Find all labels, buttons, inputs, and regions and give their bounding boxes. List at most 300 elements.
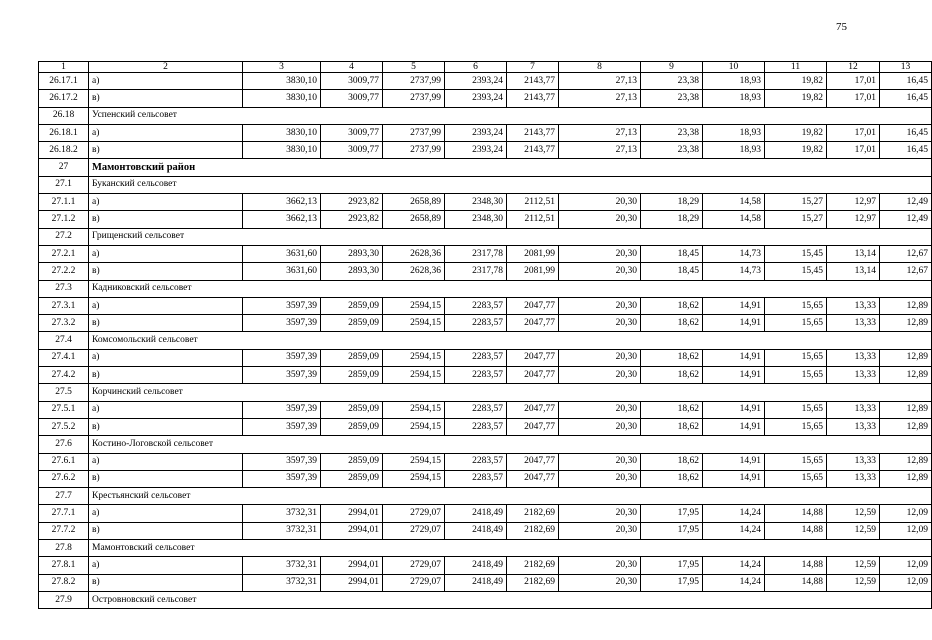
row-code: 27.7.2 bbox=[39, 522, 89, 539]
value-cell: 15,65 bbox=[765, 470, 827, 487]
value-cell: 27,13 bbox=[559, 142, 641, 159]
value-cell: 16,45 bbox=[880, 124, 932, 141]
section-row bbox=[39, 591, 932, 608]
value-cell: 12,89 bbox=[880, 401, 932, 418]
value-cell: 2418,49 bbox=[445, 505, 507, 522]
row-code: 26.18.2 bbox=[39, 142, 89, 159]
value-cell: 14,91 bbox=[703, 315, 765, 332]
value-cell: 23,38 bbox=[641, 142, 703, 159]
row-code: 27.3.2 bbox=[39, 315, 89, 332]
value-cell: 12,97 bbox=[827, 211, 880, 228]
column-number: 3 bbox=[243, 62, 321, 73]
value-cell: 2182,69 bbox=[507, 557, 559, 574]
value-cell: 2893,30 bbox=[321, 245, 383, 262]
value-cell: 14,58 bbox=[703, 211, 765, 228]
table-row bbox=[39, 142, 932, 159]
row-code: 26.17.1 bbox=[39, 73, 89, 90]
value-cell: 3732,31 bbox=[243, 574, 321, 591]
section-row bbox=[39, 228, 932, 245]
value-cell: 2283,57 bbox=[445, 401, 507, 418]
value-cell: 15,65 bbox=[765, 349, 827, 366]
value-cell: 3597,39 bbox=[243, 418, 321, 435]
value-cell: 12,49 bbox=[880, 194, 932, 211]
value-cell: 2923,82 bbox=[321, 211, 383, 228]
table-row bbox=[39, 505, 932, 522]
section-title: Костино-Логовской сельсовет bbox=[89, 436, 932, 453]
section-title: Корчинский сельсовет bbox=[89, 384, 932, 401]
value-cell: 2393,24 bbox=[445, 73, 507, 90]
value-cell: 2594,15 bbox=[383, 367, 445, 384]
value-cell: 27,13 bbox=[559, 90, 641, 107]
value-cell: 13,33 bbox=[827, 297, 880, 314]
value-cell: 27,13 bbox=[559, 124, 641, 141]
value-cell: 17,95 bbox=[641, 505, 703, 522]
section-row bbox=[39, 436, 932, 453]
column-number: 4 bbox=[321, 62, 383, 73]
value-cell: 2893,30 bbox=[321, 263, 383, 280]
row-code: 27.8.1 bbox=[39, 557, 89, 574]
row-code: 26.18.1 bbox=[39, 124, 89, 141]
value-cell: 20,30 bbox=[559, 263, 641, 280]
row-label: а) bbox=[89, 557, 243, 574]
column-number: 8 bbox=[559, 62, 641, 73]
value-cell: 14,91 bbox=[703, 349, 765, 366]
column-number: 1 bbox=[39, 62, 89, 73]
row-label: а) bbox=[89, 505, 243, 522]
value-cell: 13,33 bbox=[827, 349, 880, 366]
value-cell: 2047,77 bbox=[507, 418, 559, 435]
table-row bbox=[39, 349, 932, 366]
value-cell: 17,95 bbox=[641, 522, 703, 539]
value-cell: 17,01 bbox=[827, 73, 880, 90]
value-cell: 14,88 bbox=[765, 574, 827, 591]
value-cell: 2047,77 bbox=[507, 453, 559, 470]
value-cell: 15,65 bbox=[765, 297, 827, 314]
value-cell: 13,33 bbox=[827, 470, 880, 487]
row-label: а) bbox=[89, 453, 243, 470]
value-cell: 2393,24 bbox=[445, 142, 507, 159]
value-cell: 2658,89 bbox=[383, 211, 445, 228]
value-cell: 2859,09 bbox=[321, 418, 383, 435]
value-cell: 2348,30 bbox=[445, 194, 507, 211]
value-cell: 3009,77 bbox=[321, 124, 383, 141]
value-cell: 2737,99 bbox=[383, 124, 445, 141]
section-title: Буканский сельсовет bbox=[89, 176, 932, 193]
value-cell: 13,33 bbox=[827, 367, 880, 384]
value-cell: 18,93 bbox=[703, 90, 765, 107]
value-cell: 2047,77 bbox=[507, 315, 559, 332]
value-cell: 14,73 bbox=[703, 263, 765, 280]
value-cell: 17,95 bbox=[641, 574, 703, 591]
value-cell: 18,45 bbox=[641, 245, 703, 262]
value-cell: 3830,10 bbox=[243, 73, 321, 90]
section-title: Мамонтовский сельсовет bbox=[89, 540, 932, 557]
value-cell: 3597,39 bbox=[243, 297, 321, 314]
row-label: а) bbox=[89, 349, 243, 366]
value-cell: 14,24 bbox=[703, 574, 765, 591]
value-cell: 2047,77 bbox=[507, 297, 559, 314]
value-cell: 2143,77 bbox=[507, 90, 559, 107]
table-row bbox=[39, 470, 932, 487]
value-cell: 20,30 bbox=[559, 245, 641, 262]
table-body bbox=[39, 62, 932, 609]
value-cell: 3597,39 bbox=[243, 401, 321, 418]
value-cell: 20,30 bbox=[559, 297, 641, 314]
value-cell: 2047,77 bbox=[507, 349, 559, 366]
value-cell: 2994,01 bbox=[321, 557, 383, 574]
value-cell: 3597,39 bbox=[243, 367, 321, 384]
column-number: 5 bbox=[383, 62, 445, 73]
value-cell: 15,27 bbox=[765, 194, 827, 211]
row-code: 27.3 bbox=[39, 280, 89, 297]
value-cell: 2594,15 bbox=[383, 349, 445, 366]
row-code: 27.6.2 bbox=[39, 470, 89, 487]
table-row bbox=[39, 124, 932, 141]
column-number: 10 bbox=[703, 62, 765, 73]
value-cell: 2658,89 bbox=[383, 194, 445, 211]
value-cell: 12,09 bbox=[880, 574, 932, 591]
row-label: в) bbox=[89, 211, 243, 228]
value-cell: 13,33 bbox=[827, 401, 880, 418]
value-cell: 2594,15 bbox=[383, 401, 445, 418]
value-cell: 2737,99 bbox=[383, 142, 445, 159]
value-cell: 18,62 bbox=[641, 470, 703, 487]
value-cell: 2047,77 bbox=[507, 401, 559, 418]
value-cell: 2729,07 bbox=[383, 557, 445, 574]
value-cell: 14,91 bbox=[703, 401, 765, 418]
value-cell: 14,91 bbox=[703, 453, 765, 470]
value-cell: 20,30 bbox=[559, 315, 641, 332]
row-code: 27.5.1 bbox=[39, 401, 89, 418]
value-cell: 14,91 bbox=[703, 418, 765, 435]
column-number: 2 bbox=[89, 62, 243, 73]
value-cell: 17,01 bbox=[827, 90, 880, 107]
row-code: 27.4.2 bbox=[39, 367, 89, 384]
value-cell: 20,30 bbox=[559, 367, 641, 384]
row-code: 27.5.2 bbox=[39, 418, 89, 435]
row-code: 27.4.1 bbox=[39, 349, 89, 366]
value-cell: 18,62 bbox=[641, 453, 703, 470]
value-cell: 2594,15 bbox=[383, 418, 445, 435]
column-number: 12 bbox=[827, 62, 880, 73]
value-cell: 12,89 bbox=[880, 349, 932, 366]
table-row bbox=[39, 574, 932, 591]
value-cell: 2081,99 bbox=[507, 263, 559, 280]
row-label: в) bbox=[89, 574, 243, 591]
value-cell: 2112,51 bbox=[507, 194, 559, 211]
row-code: 27.6 bbox=[39, 436, 89, 453]
table-row bbox=[39, 418, 932, 435]
table-row bbox=[39, 453, 932, 470]
section-row bbox=[39, 280, 932, 297]
value-cell: 14,88 bbox=[765, 557, 827, 574]
value-cell: 14,58 bbox=[703, 194, 765, 211]
row-code: 27.2.2 bbox=[39, 263, 89, 280]
row-code: 27.9 bbox=[39, 591, 89, 608]
section-row bbox=[39, 332, 932, 349]
value-cell: 18,62 bbox=[641, 349, 703, 366]
row-label: а) bbox=[89, 297, 243, 314]
value-cell: 2594,15 bbox=[383, 315, 445, 332]
value-cell: 19,82 bbox=[765, 142, 827, 159]
value-cell: 13,33 bbox=[827, 315, 880, 332]
value-cell: 20,30 bbox=[559, 557, 641, 574]
value-cell: 14,91 bbox=[703, 297, 765, 314]
value-cell: 13,33 bbox=[827, 453, 880, 470]
value-cell: 2182,69 bbox=[507, 574, 559, 591]
section-title: Успенский сельсовет bbox=[89, 107, 932, 124]
table-row bbox=[39, 263, 932, 280]
value-cell: 2143,77 bbox=[507, 124, 559, 141]
value-cell: 20,30 bbox=[559, 574, 641, 591]
row-label: в) bbox=[89, 367, 243, 384]
value-cell: 16,45 bbox=[880, 142, 932, 159]
value-cell: 23,38 bbox=[641, 90, 703, 107]
value-cell: 12,67 bbox=[880, 245, 932, 262]
value-cell: 18,62 bbox=[641, 418, 703, 435]
value-cell: 14,88 bbox=[765, 522, 827, 539]
value-cell: 3597,39 bbox=[243, 453, 321, 470]
value-cell: 20,30 bbox=[559, 505, 641, 522]
value-cell: 18,62 bbox=[641, 367, 703, 384]
value-cell: 14,91 bbox=[703, 470, 765, 487]
value-cell: 3830,10 bbox=[243, 90, 321, 107]
row-label: в) bbox=[89, 522, 243, 539]
value-cell: 3732,31 bbox=[243, 557, 321, 574]
district-row bbox=[39, 159, 932, 176]
table-row bbox=[39, 211, 932, 228]
value-cell: 14,24 bbox=[703, 522, 765, 539]
row-code: 26.17.2 bbox=[39, 90, 89, 107]
section-row bbox=[39, 107, 932, 124]
value-cell: 3732,31 bbox=[243, 505, 321, 522]
value-cell: 2628,36 bbox=[383, 263, 445, 280]
value-cell: 19,82 bbox=[765, 90, 827, 107]
value-cell: 12,89 bbox=[880, 453, 932, 470]
value-cell: 2283,57 bbox=[445, 418, 507, 435]
value-cell: 2393,24 bbox=[445, 90, 507, 107]
value-cell: 19,82 bbox=[765, 73, 827, 90]
row-code: 27.1.1 bbox=[39, 194, 89, 211]
value-cell: 12,59 bbox=[827, 505, 880, 522]
row-code: 26.18 bbox=[39, 107, 89, 124]
row-code: 27.2.1 bbox=[39, 245, 89, 262]
value-cell: 14,91 bbox=[703, 367, 765, 384]
value-cell: 15,65 bbox=[765, 453, 827, 470]
value-cell: 20,30 bbox=[559, 401, 641, 418]
value-cell: 20,30 bbox=[559, 194, 641, 211]
value-cell: 12,49 bbox=[880, 211, 932, 228]
row-label: в) bbox=[89, 418, 243, 435]
value-cell: 13,33 bbox=[827, 418, 880, 435]
value-cell: 14,24 bbox=[703, 557, 765, 574]
value-cell: 3830,10 bbox=[243, 142, 321, 159]
value-cell: 2047,77 bbox=[507, 470, 559, 487]
value-cell: 3631,60 bbox=[243, 245, 321, 262]
column-number: 6 bbox=[445, 62, 507, 73]
table-row bbox=[39, 522, 932, 539]
row-label: в) bbox=[89, 142, 243, 159]
value-cell: 2859,09 bbox=[321, 315, 383, 332]
value-cell: 2143,77 bbox=[507, 142, 559, 159]
district-title: Мамонтовский район bbox=[89, 159, 932, 176]
value-cell: 2283,57 bbox=[445, 297, 507, 314]
column-number: 7 bbox=[507, 62, 559, 73]
value-cell: 12,97 bbox=[827, 194, 880, 211]
page-number: 75 bbox=[836, 21, 847, 33]
section-row bbox=[39, 176, 932, 193]
value-cell: 14,88 bbox=[765, 505, 827, 522]
value-cell: 15,45 bbox=[765, 245, 827, 262]
value-cell: 12,09 bbox=[880, 522, 932, 539]
value-cell: 3830,10 bbox=[243, 124, 321, 141]
row-code: 27 bbox=[39, 159, 89, 176]
value-cell: 20,30 bbox=[559, 211, 641, 228]
value-cell: 2859,09 bbox=[321, 453, 383, 470]
table-row bbox=[39, 315, 932, 332]
value-cell: 14,73 bbox=[703, 245, 765, 262]
row-code: 27.1 bbox=[39, 176, 89, 193]
row-code: 27.8 bbox=[39, 540, 89, 557]
value-cell: 2283,57 bbox=[445, 315, 507, 332]
value-cell: 12,89 bbox=[880, 470, 932, 487]
value-cell: 3597,39 bbox=[243, 349, 321, 366]
value-cell: 3631,60 bbox=[243, 263, 321, 280]
row-label: в) bbox=[89, 470, 243, 487]
value-cell: 3662,13 bbox=[243, 211, 321, 228]
section-title: Грищенский сельсовет bbox=[89, 228, 932, 245]
value-cell: 18,29 bbox=[641, 194, 703, 211]
value-cell: 20,30 bbox=[559, 522, 641, 539]
value-cell: 2594,15 bbox=[383, 297, 445, 314]
tariff-table bbox=[38, 61, 932, 609]
row-label: в) bbox=[89, 315, 243, 332]
row-label: а) bbox=[89, 194, 243, 211]
value-cell: 15,65 bbox=[765, 367, 827, 384]
value-cell: 27,13 bbox=[559, 73, 641, 90]
value-cell: 12,09 bbox=[880, 557, 932, 574]
value-cell: 23,38 bbox=[641, 124, 703, 141]
row-label: а) bbox=[89, 401, 243, 418]
value-cell: 16,45 bbox=[880, 73, 932, 90]
column-number: 13 bbox=[880, 62, 932, 73]
value-cell: 2729,07 bbox=[383, 574, 445, 591]
value-cell: 12,89 bbox=[880, 315, 932, 332]
row-label: а) bbox=[89, 73, 243, 90]
column-number: 9 bbox=[641, 62, 703, 73]
value-cell: 2283,57 bbox=[445, 349, 507, 366]
value-cell: 12,09 bbox=[880, 505, 932, 522]
value-cell: 3597,39 bbox=[243, 315, 321, 332]
value-cell: 15,65 bbox=[765, 315, 827, 332]
row-label: в) bbox=[89, 90, 243, 107]
value-cell: 13,14 bbox=[827, 245, 880, 262]
table-row bbox=[39, 90, 932, 107]
value-cell: 2994,01 bbox=[321, 505, 383, 522]
value-cell: 18,62 bbox=[641, 315, 703, 332]
section-row bbox=[39, 540, 932, 557]
value-cell: 18,62 bbox=[641, 401, 703, 418]
value-cell: 2317,78 bbox=[445, 263, 507, 280]
value-cell: 2859,09 bbox=[321, 367, 383, 384]
value-cell: 2393,24 bbox=[445, 124, 507, 141]
value-cell: 2859,09 bbox=[321, 401, 383, 418]
table-row bbox=[39, 245, 932, 262]
value-cell: 17,01 bbox=[827, 124, 880, 141]
table-row bbox=[39, 194, 932, 211]
value-cell: 2729,07 bbox=[383, 505, 445, 522]
value-cell: 12,89 bbox=[880, 297, 932, 314]
value-cell: 2081,99 bbox=[507, 245, 559, 262]
value-cell: 3009,77 bbox=[321, 90, 383, 107]
column-number: 11 bbox=[765, 62, 827, 73]
value-cell: 2283,57 bbox=[445, 453, 507, 470]
value-cell: 12,59 bbox=[827, 522, 880, 539]
row-code: 27.7 bbox=[39, 488, 89, 505]
value-cell: 2317,78 bbox=[445, 245, 507, 262]
value-cell: 23,38 bbox=[641, 73, 703, 90]
row-code: 27.1.2 bbox=[39, 211, 89, 228]
value-cell: 12,59 bbox=[827, 574, 880, 591]
value-cell: 2923,82 bbox=[321, 194, 383, 211]
section-title: Комсомольский сельсовет bbox=[89, 332, 932, 349]
value-cell: 20,30 bbox=[559, 470, 641, 487]
value-cell: 3732,31 bbox=[243, 522, 321, 539]
value-cell: 2994,01 bbox=[321, 522, 383, 539]
table-row bbox=[39, 73, 932, 90]
value-cell: 2047,77 bbox=[507, 367, 559, 384]
value-cell: 2418,49 bbox=[445, 522, 507, 539]
value-cell: 2182,69 bbox=[507, 505, 559, 522]
value-cell: 17,95 bbox=[641, 557, 703, 574]
value-cell: 2628,36 bbox=[383, 245, 445, 262]
section-title: Островновский сельсовет bbox=[89, 591, 932, 608]
value-cell: 2112,51 bbox=[507, 211, 559, 228]
value-cell: 2418,49 bbox=[445, 557, 507, 574]
value-cell: 2729,07 bbox=[383, 522, 445, 539]
value-cell: 20,30 bbox=[559, 418, 641, 435]
value-cell: 18,93 bbox=[703, 73, 765, 90]
section-row bbox=[39, 384, 932, 401]
value-cell: 2737,99 bbox=[383, 90, 445, 107]
value-cell: 2859,09 bbox=[321, 297, 383, 314]
value-cell: 2737,99 bbox=[383, 73, 445, 90]
value-cell: 15,45 bbox=[765, 263, 827, 280]
table-row bbox=[39, 367, 932, 384]
table-row bbox=[39, 297, 932, 314]
value-cell: 17,01 bbox=[827, 142, 880, 159]
table-row bbox=[39, 401, 932, 418]
value-cell: 12,89 bbox=[880, 367, 932, 384]
section-title: Кадниковский сельсовет bbox=[89, 280, 932, 297]
value-cell: 2143,77 bbox=[507, 73, 559, 90]
value-cell: 2283,57 bbox=[445, 470, 507, 487]
value-cell: 12,89 bbox=[880, 418, 932, 435]
value-cell: 13,14 bbox=[827, 263, 880, 280]
row-label: а) bbox=[89, 124, 243, 141]
value-cell: 2594,15 bbox=[383, 453, 445, 470]
row-code: 27.2 bbox=[39, 228, 89, 245]
value-cell: 2594,15 bbox=[383, 470, 445, 487]
value-cell: 2182,69 bbox=[507, 522, 559, 539]
row-label: в) bbox=[89, 263, 243, 280]
value-cell: 12,59 bbox=[827, 557, 880, 574]
value-cell: 3597,39 bbox=[243, 470, 321, 487]
value-cell: 15,65 bbox=[765, 418, 827, 435]
row-code: 27.5 bbox=[39, 384, 89, 401]
value-cell: 15,27 bbox=[765, 211, 827, 228]
section-row bbox=[39, 488, 932, 505]
